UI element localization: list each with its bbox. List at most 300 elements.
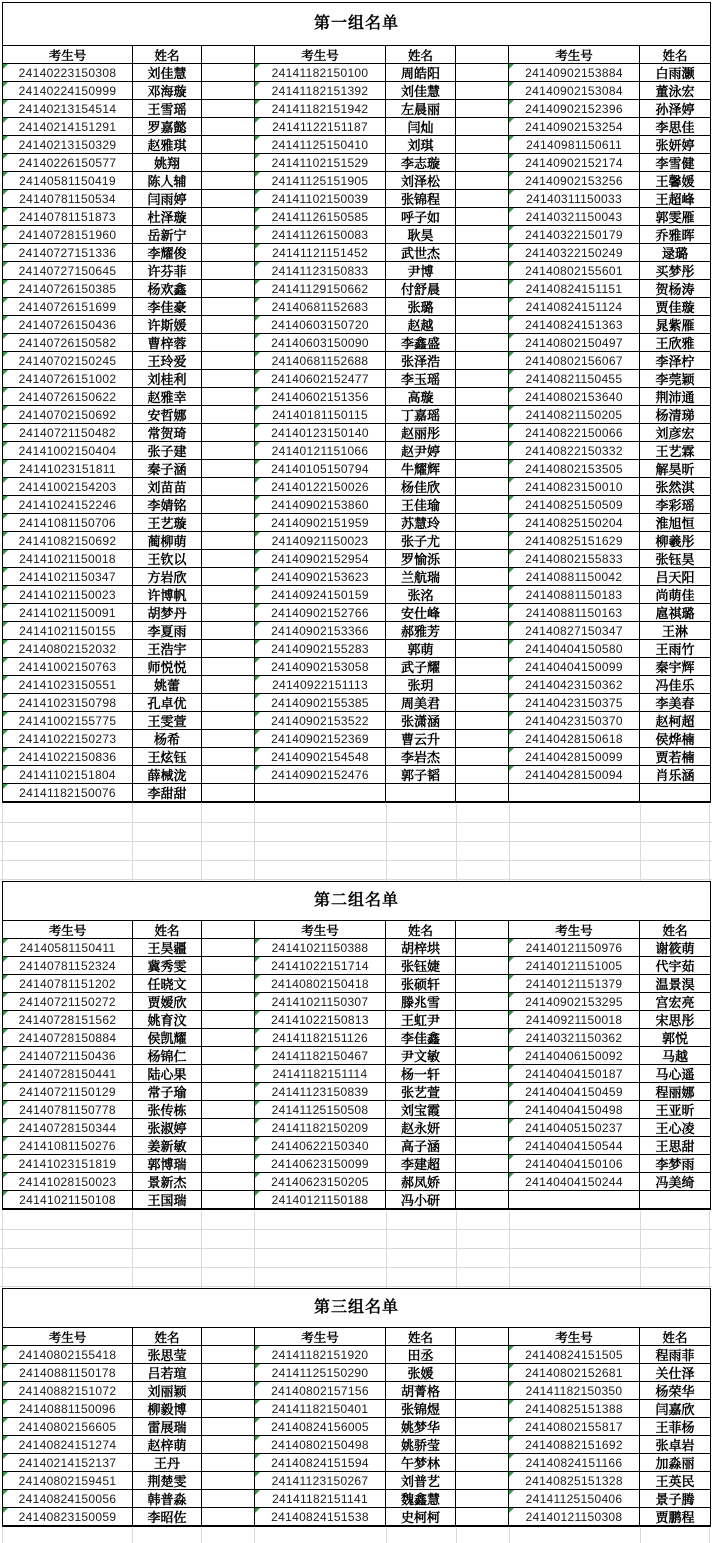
candidate-id-cell[interactable]: 24140802150497 xyxy=(509,334,640,352)
candidate-id-cell[interactable]: 24141125150406 xyxy=(509,1490,640,1508)
candidate-id-cell[interactable]: 24141122151187 xyxy=(255,118,386,136)
candidate-id-cell[interactable]: 24140105150794 xyxy=(255,460,386,478)
candidate-id-cell[interactable]: 24140404150498 xyxy=(509,1101,640,1119)
spacer-cell[interactable] xyxy=(456,514,509,532)
name-cell[interactable]: 宋思彤 xyxy=(640,1011,710,1029)
spacer-cell[interactable] xyxy=(202,118,255,136)
candidate-id-cell[interactable]: 24140802153505 xyxy=(509,460,640,478)
spacer-cell[interactable] xyxy=(456,730,509,748)
name-cell[interactable]: 雷展瑞 xyxy=(133,1418,202,1436)
candidate-id-cell[interactable]: 24141129150662 xyxy=(255,280,386,298)
spacer-cell[interactable] xyxy=(202,1508,255,1526)
candidate-id-cell[interactable]: 24141024152246 xyxy=(3,496,133,514)
candidate-id-cell[interactable]: 24140602151356 xyxy=(255,388,386,406)
name-cell[interactable]: 刘佳慧 xyxy=(386,82,456,100)
column-header-candidate-id[interactable]: 考生号 xyxy=(3,46,133,64)
name-cell[interactable] xyxy=(386,784,456,802)
name-cell[interactable]: 田丞 xyxy=(386,1346,456,1364)
candidate-id-cell[interactable]: 24140822150066 xyxy=(509,424,640,442)
candidate-id-cell[interactable]: 24140121150308 xyxy=(509,1508,640,1526)
name-cell[interactable]: 王丹 xyxy=(133,1454,202,1472)
candidate-id-cell[interactable]: 24140802156067 xyxy=(509,352,640,370)
candidate-id-cell[interactable]: 24140428150099 xyxy=(509,748,640,766)
spacer-cell[interactable] xyxy=(456,136,509,154)
candidate-id-cell[interactable]: 24140902151959 xyxy=(255,514,386,532)
name-cell[interactable]: 尹文敏 xyxy=(386,1047,456,1065)
name-cell[interactable]: 买梦彤 xyxy=(640,262,710,280)
name-cell[interactable]: 马越 xyxy=(640,1047,710,1065)
candidate-id-cell[interactable]: 24141082150692 xyxy=(3,532,133,550)
name-cell[interactable]: 张卓岩 xyxy=(640,1436,710,1454)
candidate-id-cell[interactable]: 24141125150410 xyxy=(255,136,386,154)
name-cell[interactable]: 安哲娜 xyxy=(133,406,202,424)
name-cell[interactable]: 赵永妍 xyxy=(386,1119,456,1137)
spacer-cell[interactable] xyxy=(202,1346,255,1364)
candidate-id-cell[interactable]: 24140802150498 xyxy=(255,1436,386,1454)
candidate-id-cell[interactable]: 24141125151905 xyxy=(255,172,386,190)
spacer-cell[interactable] xyxy=(456,370,509,388)
spacer-cell[interactable] xyxy=(202,957,255,975)
spacer-cell[interactable] xyxy=(456,1083,509,1101)
spacer-cell[interactable] xyxy=(456,460,509,478)
spacer-cell[interactable] xyxy=(456,939,509,957)
candidate-id-cell[interactable] xyxy=(509,784,640,802)
candidate-id-cell[interactable]: 24140404150544 xyxy=(509,1137,640,1155)
spacer-cell[interactable] xyxy=(202,1490,255,1508)
candidate-id-cell[interactable]: 24140214152137 xyxy=(3,1454,133,1472)
candidate-id-cell[interactable]: 24141182150467 xyxy=(255,1047,386,1065)
candidate-id-cell[interactable]: 24140122150026 xyxy=(255,478,386,496)
candidate-id-cell[interactable]: 24140622150340 xyxy=(255,1137,386,1155)
name-cell[interactable]: 安仕峰 xyxy=(386,604,456,622)
spacer-cell[interactable] xyxy=(202,1382,255,1400)
candidate-id-cell[interactable]: 24140728150441 xyxy=(3,1065,133,1083)
spacer-cell[interactable] xyxy=(202,1191,255,1209)
spacer-cell[interactable] xyxy=(456,208,509,226)
candidate-id-cell[interactable]: 24140781150778 xyxy=(3,1101,133,1119)
candidate-id-cell[interactable]: 24140881150178 xyxy=(3,1364,133,1382)
candidate-id-cell[interactable]: 24141028150023 xyxy=(3,1173,133,1191)
name-cell[interactable]: 马心遥 xyxy=(640,1065,710,1083)
spacer-cell[interactable] xyxy=(456,1137,509,1155)
candidate-id-cell[interactable]: 24140727150645 xyxy=(3,262,133,280)
candidate-id-cell[interactable]: 24140902153623 xyxy=(255,568,386,586)
spacer-cell[interactable] xyxy=(202,730,255,748)
name-cell[interactable]: 程丽娜 xyxy=(640,1083,710,1101)
name-cell[interactable]: 张潇涵 xyxy=(386,712,456,730)
name-cell[interactable]: 张妍婷 xyxy=(640,136,710,154)
candidate-id-cell[interactable]: 24141182151114 xyxy=(255,1065,386,1083)
candidate-id-cell[interactable]: 24141125150290 xyxy=(255,1364,386,1382)
name-cell[interactable]: 刘普艺 xyxy=(386,1472,456,1490)
name-cell[interactable]: 李鑫盛 xyxy=(386,334,456,352)
name-cell[interactable]: 刘丽颖 xyxy=(133,1382,202,1400)
candidate-id-cell[interactable]: 24140922151113 xyxy=(255,676,386,694)
spacer-cell[interactable] xyxy=(202,352,255,370)
candidate-id-cell[interactable]: 24140824151594 xyxy=(255,1454,386,1472)
name-cell[interactable]: 杨荣华 xyxy=(640,1382,710,1400)
spacer-cell[interactable] xyxy=(456,100,509,118)
candidate-id-cell[interactable]: 24140825150509 xyxy=(509,496,640,514)
candidate-id-cell[interactable]: 24140726150622 xyxy=(3,388,133,406)
candidate-id-cell[interactable]: 24140311150033 xyxy=(509,190,640,208)
name-cell[interactable]: 李夏雨 xyxy=(133,622,202,640)
name-cell[interactable]: 张然淇 xyxy=(640,478,710,496)
name-cell[interactable]: 常贺琦 xyxy=(133,424,202,442)
name-cell[interactable]: 魏鑫慧 xyxy=(386,1490,456,1508)
candidate-id-cell[interactable]: 24141126150083 xyxy=(255,226,386,244)
name-cell[interactable]: 王雯萱 xyxy=(133,712,202,730)
spacer-cell[interactable] xyxy=(202,1155,255,1173)
spacer-cell[interactable] xyxy=(456,226,509,244)
spacer-cell[interactable] xyxy=(456,676,509,694)
spacer-cell[interactable] xyxy=(202,226,255,244)
column-header-candidate-id[interactable]: 考生号 xyxy=(3,921,133,939)
name-cell[interactable]: 张硕轩 xyxy=(386,975,456,993)
name-cell[interactable]: 岳新宁 xyxy=(133,226,202,244)
name-cell[interactable]: 姚育汶 xyxy=(133,1011,202,1029)
candidate-id-cell[interactable]: 24140802156605 xyxy=(3,1418,133,1436)
name-cell[interactable]: 李佳豪 xyxy=(133,298,202,316)
candidate-id-cell[interactable]: 24141023150551 xyxy=(3,676,133,694)
spacer-cell[interactable] xyxy=(456,568,509,586)
candidate-id-cell[interactable]: 24141102151804 xyxy=(3,766,133,784)
column-header-candidate-id[interactable]: 考生号 xyxy=(255,1328,386,1346)
spacer-cell[interactable] xyxy=(456,244,509,262)
spacer-cell[interactable] xyxy=(202,1400,255,1418)
candidate-id-cell[interactable]: 24141182151141 xyxy=(255,1490,386,1508)
name-cell[interactable]: 郝凤娇 xyxy=(386,1173,456,1191)
column-header-name[interactable]: 姓名 xyxy=(386,921,456,939)
name-cell[interactable]: 王佳瑜 xyxy=(386,496,456,514)
name-cell[interactable]: 董泳宏 xyxy=(640,82,710,100)
candidate-id-cell[interactable]: 24140902152766 xyxy=(255,604,386,622)
candidate-id-cell[interactable]: 24140821150455 xyxy=(509,370,640,388)
candidate-id-cell[interactable]: 24140322150179 xyxy=(509,226,640,244)
name-cell[interactable]: 罗愉泺 xyxy=(386,550,456,568)
name-cell[interactable]: 张璐 xyxy=(386,298,456,316)
name-cell[interactable]: 王欣雅 xyxy=(640,334,710,352)
candidate-id-cell[interactable]: 24140821150205 xyxy=(509,406,640,424)
candidate-id-cell[interactable]: 24140623150099 xyxy=(255,1155,386,1173)
spacer-cell[interactable] xyxy=(202,190,255,208)
candidate-id-cell[interactable]: 24140321150043 xyxy=(509,208,640,226)
name-cell[interactable]: 许芬菲 xyxy=(133,262,202,280)
candidate-id-cell[interactable]: 24141021150347 xyxy=(3,568,133,586)
name-cell[interactable]: 赵雅琪 xyxy=(133,136,202,154)
name-cell[interactable]: 刘彦宏 xyxy=(640,424,710,442)
spacer-cell[interactable] xyxy=(456,1490,509,1508)
spacer-cell[interactable] xyxy=(456,766,509,784)
spacer-cell[interactable] xyxy=(456,388,509,406)
column-header-name[interactable]: 姓名 xyxy=(640,46,710,64)
spacer-cell[interactable] xyxy=(202,1418,255,1436)
name-cell[interactable]: 李建超 xyxy=(386,1155,456,1173)
spacer-cell[interactable] xyxy=(202,568,255,586)
candidate-id-cell[interactable]: 24140824150056 xyxy=(3,1490,133,1508)
name-cell[interactable]: 贺杨涛 xyxy=(640,280,710,298)
candidate-id-cell[interactable]: 24141021150388 xyxy=(255,939,386,957)
name-cell[interactable]: 代宇茹 xyxy=(640,957,710,975)
spacer-cell[interactable] xyxy=(202,64,255,82)
candidate-id-cell[interactable]: 24141021150307 xyxy=(255,993,386,1011)
candidate-id-cell[interactable]: 24140824151166 xyxy=(509,1454,640,1472)
candidate-id-cell[interactable]: 24141125150508 xyxy=(255,1101,386,1119)
spacer-cell[interactable] xyxy=(456,334,509,352)
name-cell[interactable]: 王艺璇 xyxy=(133,514,202,532)
candidate-id-cell[interactable]: 24140121150976 xyxy=(509,939,640,957)
candidate-id-cell[interactable]: 24140802159451 xyxy=(3,1472,133,1490)
spacer-cell[interactable] xyxy=(456,1508,509,1526)
candidate-id-cell[interactable]: 24140824151124 xyxy=(509,298,640,316)
spacer-cell[interactable] xyxy=(202,442,255,460)
column-header-name[interactable]: 姓名 xyxy=(133,1328,202,1346)
spacer-cell[interactable] xyxy=(456,280,509,298)
name-cell[interactable]: 关仕泽 xyxy=(640,1364,710,1382)
name-cell[interactable]: 任晓文 xyxy=(133,975,202,993)
candidate-id-cell[interactable]: 24140404150244 xyxy=(509,1173,640,1191)
candidate-id-cell[interactable]: 24140404150580 xyxy=(509,640,640,658)
spacer-cell[interactable] xyxy=(456,1400,509,1418)
spacer-cell[interactable] xyxy=(456,406,509,424)
spacer-cell[interactable] xyxy=(202,244,255,262)
candidate-id-cell[interactable]: 24141021150091 xyxy=(3,604,133,622)
spacer-cell[interactable] xyxy=(456,154,509,172)
spacer-cell[interactable] xyxy=(202,388,255,406)
spacer-cell[interactable] xyxy=(202,136,255,154)
spacer-cell[interactable] xyxy=(202,424,255,442)
spacer-cell[interactable] xyxy=(456,478,509,496)
name-cell[interactable]: 牛耀辉 xyxy=(386,460,456,478)
candidate-id-cell[interactable]: 24140902153366 xyxy=(255,622,386,640)
spacer-cell[interactable] xyxy=(202,939,255,957)
candidate-id-cell[interactable]: 24140902153295 xyxy=(509,993,640,1011)
candidate-id-cell[interactable]: 24140702150692 xyxy=(3,406,133,424)
name-cell[interactable]: 冀秀雯 xyxy=(133,957,202,975)
candidate-id-cell[interactable]: 24140121150188 xyxy=(255,1191,386,1209)
spacer-cell[interactable] xyxy=(456,532,509,550)
candidate-id-cell[interactable]: 24140825150204 xyxy=(509,514,640,532)
candidate-id-cell[interactable]: 24140802152032 xyxy=(3,640,133,658)
candidate-id-cell[interactable]: 24140822150332 xyxy=(509,442,640,460)
column-header-spacer[interactable] xyxy=(202,46,255,64)
column-header-name[interactable]: 姓名 xyxy=(386,1328,456,1346)
name-cell[interactable]: 周美君 xyxy=(386,694,456,712)
name-cell[interactable]: 杨佳欣 xyxy=(386,478,456,496)
name-cell[interactable]: 张锦煜 xyxy=(386,1400,456,1418)
name-cell[interactable]: 孙泽婷 xyxy=(640,100,710,118)
name-cell[interactable]: 张子尤 xyxy=(386,532,456,550)
candidate-id-cell[interactable]: 24140881150096 xyxy=(3,1400,133,1418)
name-cell[interactable]: 荆沛通 xyxy=(640,388,710,406)
candidate-id-cell[interactable]: 24140781150534 xyxy=(3,190,133,208)
candidate-id-cell[interactable]: 24140902152954 xyxy=(255,550,386,568)
name-cell[interactable]: 杨欢鑫 xyxy=(133,280,202,298)
spacer-cell[interactable] xyxy=(456,1454,509,1472)
candidate-id-cell[interactable]: 24140921150023 xyxy=(255,532,386,550)
name-cell[interactable]: 蔺柳萌 xyxy=(133,532,202,550)
spacer-cell[interactable] xyxy=(202,975,255,993)
candidate-id-cell[interactable]: 24141182150209 xyxy=(255,1119,386,1137)
candidate-id-cell[interactable]: 24140827150347 xyxy=(509,622,640,640)
name-cell[interactable]: 郭博瑞 xyxy=(133,1155,202,1173)
name-cell[interactable]: 刘泽松 xyxy=(386,172,456,190)
candidate-id-cell[interactable]: 24140881150042 xyxy=(509,568,640,586)
name-cell[interactable]: 李莞颖 xyxy=(640,370,710,388)
candidate-id-cell[interactable]: 24140226150577 xyxy=(3,154,133,172)
candidate-id-cell[interactable]: 24140727151336 xyxy=(3,244,133,262)
candidate-id-cell[interactable]: 24140428150094 xyxy=(509,766,640,784)
name-cell[interactable]: 苏慧玲 xyxy=(386,514,456,532)
name-cell[interactable]: 周皓阳 xyxy=(386,64,456,82)
name-cell[interactable]: 张媛 xyxy=(386,1364,456,1382)
candidate-id-cell[interactable]: 24140223150308 xyxy=(3,64,133,82)
column-header-spacer[interactable] xyxy=(202,921,255,939)
candidate-id-cell[interactable]: 24140224150999 xyxy=(3,82,133,100)
candidate-id-cell[interactable]: 24140825151328 xyxy=(509,1472,640,1490)
spacer-cell[interactable] xyxy=(202,640,255,658)
name-cell[interactable]: 李甜甜 xyxy=(133,784,202,802)
spacer-cell[interactable] xyxy=(456,975,509,993)
column-header-name[interactable]: 姓名 xyxy=(640,1328,710,1346)
name-cell[interactable]: 郝雅芳 xyxy=(386,622,456,640)
spacer-cell[interactable] xyxy=(456,1436,509,1454)
spacer-cell[interactable] xyxy=(456,82,509,100)
column-header-name[interactable]: 姓名 xyxy=(386,46,456,64)
candidate-id-cell[interactable]: 24140423150370 xyxy=(509,712,640,730)
candidate-id-cell[interactable]: 24140902153522 xyxy=(255,712,386,730)
column-header-spacer[interactable] xyxy=(456,921,509,939)
candidate-id-cell[interactable]: 24140902154548 xyxy=(255,748,386,766)
name-cell[interactable]: 姚翔 xyxy=(133,154,202,172)
column-header-candidate-id[interactable]: 考生号 xyxy=(509,1328,640,1346)
name-cell[interactable]: 王超峰 xyxy=(640,190,710,208)
candidate-id-cell[interactable]: 24141002154203 xyxy=(3,478,133,496)
spacer-cell[interactable] xyxy=(456,586,509,604)
name-cell[interactable]: 刘佳慧 xyxy=(133,64,202,82)
spacer-cell[interactable] xyxy=(202,1364,255,1382)
candidate-id-cell[interactable]: 24140902153256 xyxy=(509,172,640,190)
name-cell[interactable]: 胡菁格 xyxy=(386,1382,456,1400)
spacer-cell[interactable] xyxy=(202,1047,255,1065)
name-cell[interactable]: 淮旭恒 xyxy=(640,514,710,532)
group-title[interactable]: 第三组名单 xyxy=(3,1289,710,1328)
name-cell[interactable]: 晁紫雁 xyxy=(640,316,710,334)
candidate-id-cell[interactable]: 24140881150163 xyxy=(509,604,640,622)
spacer-cell[interactable] xyxy=(456,784,509,802)
name-cell[interactable]: 薛械泷 xyxy=(133,766,202,784)
name-cell[interactable]: 闫灿 xyxy=(386,118,456,136)
name-cell[interactable]: 王心凌 xyxy=(640,1119,710,1137)
spacer-cell[interactable] xyxy=(202,514,255,532)
name-cell[interactable]: 赵雅幸 xyxy=(133,388,202,406)
candidate-id-cell[interactable]: 24140603150090 xyxy=(255,334,386,352)
candidate-id-cell[interactable]: 24140728151562 xyxy=(3,1011,133,1029)
name-cell[interactable]: 李岩杰 xyxy=(386,748,456,766)
name-cell[interactable]: 闫嘉欣 xyxy=(640,1400,710,1418)
candidate-id-cell[interactable]: 24140902153058 xyxy=(255,658,386,676)
name-cell[interactable]: 杜泽璇 xyxy=(133,208,202,226)
spacer-cell[interactable] xyxy=(202,676,255,694)
candidate-id-cell[interactable]: 24140121151379 xyxy=(509,975,640,993)
name-cell[interactable]: 史柯柯 xyxy=(386,1508,456,1526)
name-cell[interactable]: 王馨媛 xyxy=(640,172,710,190)
name-cell[interactable]: 冯美绮 xyxy=(640,1173,710,1191)
candidate-id-cell[interactable]: 24140404150106 xyxy=(509,1155,640,1173)
spacer-cell[interactable] xyxy=(456,1047,509,1065)
name-cell[interactable]: 李玉瑶 xyxy=(386,370,456,388)
name-cell[interactable]: 侯凯耀 xyxy=(133,1029,202,1047)
candidate-id-cell[interactable]: 24141182150350 xyxy=(509,1382,640,1400)
candidate-id-cell[interactable]: 24140405150237 xyxy=(509,1119,640,1137)
name-cell[interactable]: 张传栋 xyxy=(133,1101,202,1119)
candidate-id-cell[interactable]: 24140802155817 xyxy=(509,1418,640,1436)
name-cell[interactable]: 张钰昊 xyxy=(640,550,710,568)
name-cell[interactable]: 孔卓优 xyxy=(133,694,202,712)
candidate-id-cell[interactable]: 24140721150272 xyxy=(3,993,133,1011)
column-header-candidate-id[interactable]: 考生号 xyxy=(3,1328,133,1346)
candidate-id-cell[interactable]: 24140802152681 xyxy=(509,1364,640,1382)
column-header-candidate-id[interactable]: 考生号 xyxy=(255,46,386,64)
name-cell[interactable]: 兰航瑞 xyxy=(386,568,456,586)
candidate-id-cell[interactable]: 24140824151363 xyxy=(509,316,640,334)
name-cell[interactable]: 罗嘉懿 xyxy=(133,118,202,136)
spacer-cell[interactable] xyxy=(202,1137,255,1155)
spacer-cell[interactable] xyxy=(202,1173,255,1191)
name-cell[interactable]: 王雪瑶 xyxy=(133,100,202,118)
spacer-cell[interactable] xyxy=(202,766,255,784)
name-cell[interactable]: 王国瑞 xyxy=(133,1191,202,1209)
name-cell[interactable]: 胡梦丹 xyxy=(133,604,202,622)
name-cell[interactable]: 荆楚雯 xyxy=(133,1472,202,1490)
candidate-id-cell[interactable]: 24140902152174 xyxy=(509,154,640,172)
candidate-id-cell[interactable]: 24141102150039 xyxy=(255,190,386,208)
name-cell[interactable]: 贾若楠 xyxy=(640,748,710,766)
name-cell[interactable]: 宫宏亮 xyxy=(640,993,710,1011)
column-header-spacer[interactable] xyxy=(456,46,509,64)
spacer-cell[interactable] xyxy=(456,442,509,460)
spacer-cell[interactable] xyxy=(456,694,509,712)
spacer-cell[interactable] xyxy=(456,658,509,676)
name-cell[interactable]: 王虹尹 xyxy=(386,1011,456,1029)
spacer-cell[interactable] xyxy=(202,370,255,388)
spacer-cell[interactable] xyxy=(456,316,509,334)
name-cell[interactable]: 左晨丽 xyxy=(386,100,456,118)
name-cell[interactable]: 张淑婷 xyxy=(133,1119,202,1137)
name-cell[interactable]: 耿昊 xyxy=(386,226,456,244)
spacer-cell[interactable] xyxy=(202,316,255,334)
name-cell[interactable]: 方岩欣 xyxy=(133,568,202,586)
spacer-cell[interactable] xyxy=(202,82,255,100)
candidate-id-cell[interactable]: 24140902152396 xyxy=(509,100,640,118)
candidate-id-cell[interactable]: 24140802155418 xyxy=(3,1346,133,1364)
name-cell[interactable]: 王玲爱 xyxy=(133,352,202,370)
spacer-cell[interactable] xyxy=(456,1382,509,1400)
candidate-id-cell[interactable]: 24140404150187 xyxy=(509,1065,640,1083)
spacer-cell[interactable] xyxy=(202,262,255,280)
name-cell[interactable]: 王昊疆 xyxy=(133,939,202,957)
spacer-cell[interactable] xyxy=(202,208,255,226)
spacer-cell[interactable] xyxy=(456,190,509,208)
candidate-id-cell[interactable]: 24140882151692 xyxy=(509,1436,640,1454)
candidate-id-cell[interactable]: 24141182151126 xyxy=(255,1029,386,1047)
candidate-id-cell[interactable]: 24141021150023 xyxy=(3,586,133,604)
name-cell[interactable]: 常子瑜 xyxy=(133,1083,202,1101)
name-cell[interactable]: 张玥 xyxy=(386,676,456,694)
name-cell[interactable]: 景新杰 xyxy=(133,1173,202,1191)
spacer-cell[interactable] xyxy=(202,1119,255,1137)
name-cell[interactable]: 郭子韬 xyxy=(386,766,456,784)
